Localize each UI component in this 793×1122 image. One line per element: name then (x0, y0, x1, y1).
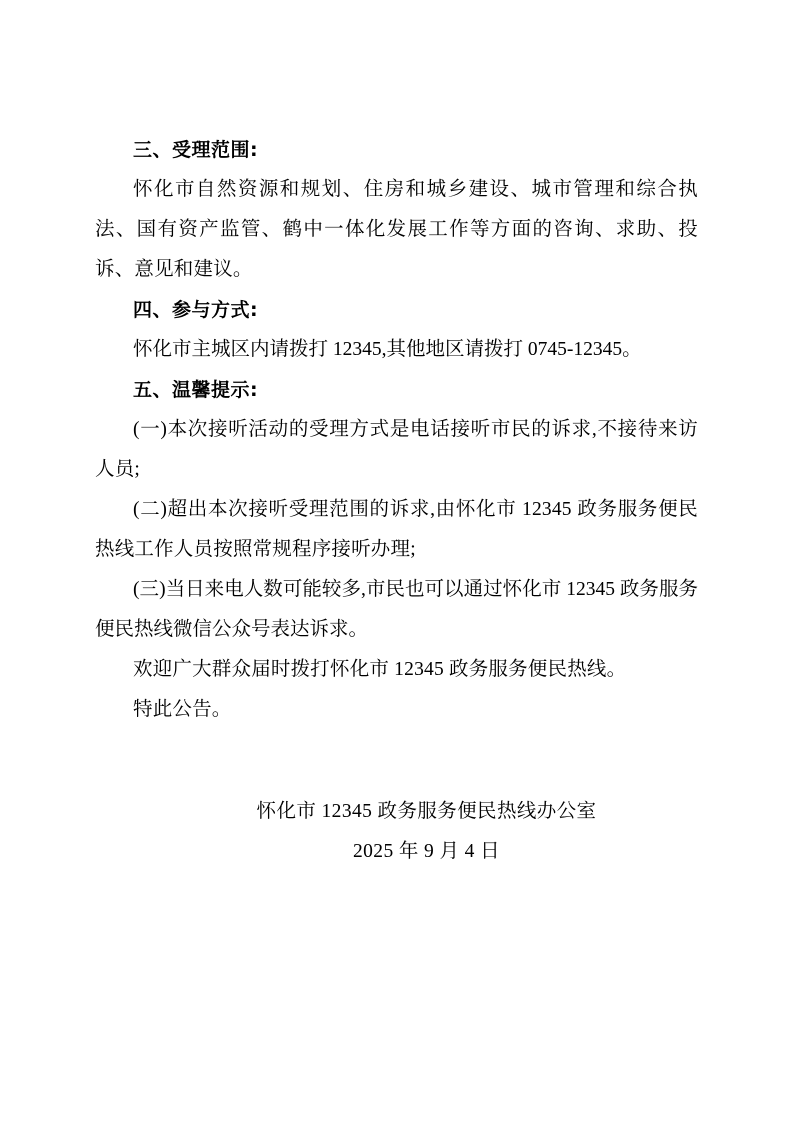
paragraph-tip-one: (一)本次接听活动的受理方式是电话接听市民的诉求,不接待来访人员; (95, 419, 698, 480)
section-heading-participation: 四、参与方式: (133, 299, 259, 321)
section-heading-scope: 三、受理范围: (133, 139, 259, 161)
paragraph-closing: 特此公告。 (133, 699, 232, 720)
signature-date: 2025 年 9 月 4 日 (353, 841, 500, 862)
document-body (95, 130, 698, 872)
signature-block (95, 792, 698, 872)
paragraph-scope-content: 怀化市自然资源和规划、住房和城乡建设、城市管理和综合执法、国有资产监管、鹤中一体化发展工作等方面的咨询、求助、投诉、意见和建议。 (95, 179, 698, 280)
paragraph-welcome: 欢迎广大群众届时拨打怀化市 12345 政务服务便民热线。 (133, 659, 627, 680)
signature-organization: 怀化市 12345 政务服务便民热线办公室 (256, 801, 597, 822)
section-heading-tips: 五、温馨提示: (133, 379, 259, 401)
paragraph-tip-two: (二)超出本次接听受理范围的诉求,由怀化市 12345 政务服务便民热线工作人员按照常规程序接听办理; (95, 499, 698, 560)
paragraph-tip-three: (三)当日来电人数可能较多,市民也可以通过怀化市 12345 政务服务便民热线微信公众号表达诉求。 (95, 579, 698, 640)
paragraph-participation-content: 怀化市主城区内请拨打 12345,其他地区请拨打 0745-12345。 (133, 339, 642, 360)
